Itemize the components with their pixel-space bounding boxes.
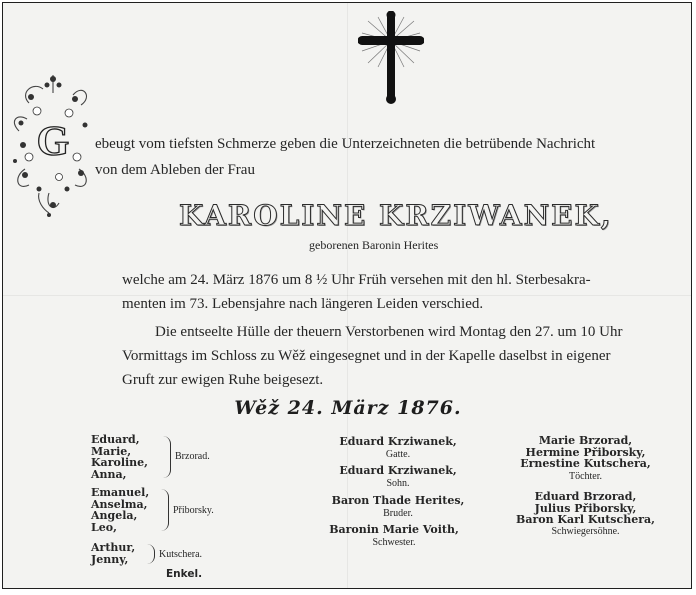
grandchild-name: Marie,: [91, 444, 132, 458]
daughter-name: Ernestine Kutschera,: [520, 457, 651, 470]
maiden-name: geborenen Baronin Herites: [309, 238, 439, 252]
daughter-name: Hermine Přiborsky,: [525, 445, 646, 459]
daughters-label: Töchter.: [568, 471, 603, 482]
grandchild-name: Angela,: [91, 509, 138, 523]
daughter-name: Marie Brzorad,: [538, 434, 633, 447]
grandchild-name: Anselma,: [91, 497, 148, 511]
family-name-priborsky: Přiborsky.: [173, 505, 214, 516]
son-in-law-name: Julius Přiborsky,: [534, 501, 637, 515]
daughters-list: [493, 435, 678, 470]
relation-label: Gatte.: [385, 449, 411, 460]
brace: [163, 436, 171, 478]
grandchildren-group-priborsky: [91, 487, 149, 533]
son-in-law-name: Baron Karl Kutschera,: [516, 513, 655, 526]
family-name-kutschera: Kutschera.: [159, 549, 203, 560]
death-line-1: welche am 24. März 1876 um 8 ½ Uhr Früh versehen mit den hl. Sterbesakra-: [122, 272, 591, 288]
brother-name: Baron Thade Herites,: [331, 494, 465, 507]
initial-letter: G: [36, 119, 70, 165]
sister-name: Baronin Marie Voith,: [329, 523, 459, 536]
family-name-brzorad: Brzorad.: [175, 451, 210, 462]
mourning-notice: [2, 2, 692, 589]
burial-line-1: Die entseelte Hülle der theuern Verstorbenen wird Montag den 27. um 10 Uhr: [155, 324, 623, 340]
opening-line-2: von dem Ableben der Frau: [95, 162, 255, 178]
grandchild-name: Leo,: [91, 520, 117, 534]
grandchild-name: Karoline,: [91, 456, 149, 470]
grandchild-name: Jenny,: [91, 552, 129, 566]
brace: [147, 544, 155, 564]
burial-line-3: Gruft zur ewigen Ruhe beigesezt.: [122, 372, 324, 388]
brace: [161, 489, 169, 531]
grandchild-name: Arthur,: [91, 541, 136, 554]
grandchildren-group-kutschera: [91, 542, 135, 565]
grandchild-name: Eduard,: [91, 433, 140, 446]
sons-in-law-label: Schwiegersöhne.: [551, 526, 620, 537]
son-in-law-name: Eduard Brzorad,: [534, 490, 637, 503]
relation-label: Schwester.: [372, 537, 416, 548]
relation-label: Bruder.: [383, 508, 413, 519]
relation-label: Sohn.: [386, 478, 410, 489]
son-name: Eduard Krziwanek,: [339, 464, 457, 477]
cross-icon: [358, 11, 424, 105]
death-line-2: menten im 73. Lebensjahre nach längeren Leiden verschied.: [122, 296, 484, 312]
place-and-date: Wěž 24. März 1876.: [234, 397, 462, 419]
opening-line-1: ebeugt vom tiefsten Schmerze geben die Unterzeichneten die betrübende Nachricht: [95, 136, 596, 152]
grandchildren-group-brzorad: [91, 434, 148, 480]
floral-ornament-icon: [9, 73, 97, 219]
grandchildren-label: Enkel.: [166, 568, 203, 580]
deceased-name: KAROLINE KRZIWANEK,: [179, 199, 613, 232]
grandchild-name: Emanuel,: [91, 486, 150, 499]
sons-in-law-list: [493, 491, 678, 526]
husband-name: Eduard Krziwanek,: [339, 435, 457, 448]
grandchild-name: Anna,: [91, 467, 127, 481]
burial-line-2: Vormittags im Schloss zu Wěž eingesegnet und in der Kapelle daselbst in eigener: [122, 348, 611, 364]
